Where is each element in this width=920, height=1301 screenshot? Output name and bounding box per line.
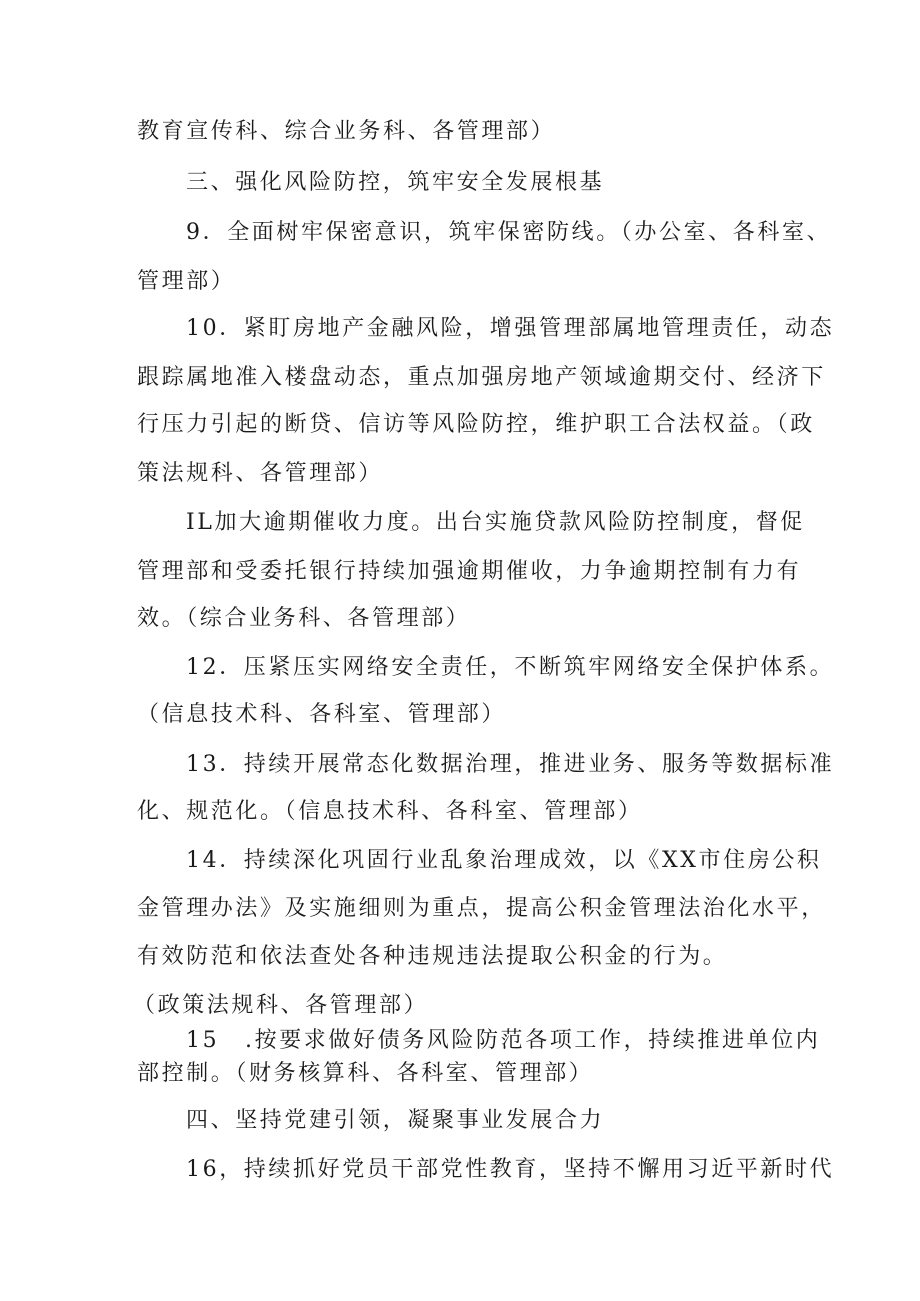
paragraph-line: 有效防范和依法查处各种违规违法提取公积金的行为。 [137, 944, 728, 969]
paragraph-line: 12．压紧压实网络安全责任，不断筑牢网络安全保护体系。 [186, 655, 835, 680]
paragraph-line: 策法规科、各管理部） [137, 461, 384, 486]
paragraph-line: 金管理办法》及实施细则为重点，提高公积金管理法治化水平， [137, 896, 826, 921]
paragraph-line: 14．持续深化巩固行业乱象治理成效，以《XX市住房公积 [186, 848, 822, 873]
paragraph-line: 效。（综合业务科、各管理部） [137, 606, 471, 631]
paragraph-line: 化、规范化。（信息技术科、各科室、管理部） [137, 799, 643, 824]
paragraph-line: （政策法规科、各管理部） [133, 993, 429, 1018]
paragraph-line: IL加大逾期催收力度。出台实施贷款风险防控制度，督促 [186, 510, 805, 535]
paragraph-line: 13．持续开展常态化数据治理，推进业务、服务等数据标准 [186, 752, 835, 777]
paragraph-line: 跟踪属地准入楼盘动态，重点加强房地产领域逾期交付、经济下 [137, 365, 826, 390]
paragraph-line: 16，持续抓好党员干部党性教育，坚持不懈用习近平新时代 [186, 1157, 835, 1182]
paragraph-line: 管理部） [137, 269, 236, 294]
section-heading: 四、坚持党建引领，凝聚事业发展合力 [186, 1108, 605, 1133]
paragraph-line: （信息技术科、各科室、管理部） [137, 702, 507, 727]
section-heading: 三、强化风险防控，筑牢安全发展根基 [186, 170, 605, 195]
paragraph-line: 管理部和受委托银行持续加强逾期催收，力争逾期控制有力有 [137, 559, 802, 584]
paragraph-line: 10．紧盯房地产金融风险，增强管理部属地管理责任，动态 [186, 316, 835, 341]
paragraph-line: 行压力引起的断贷、信访等风险防控，维护职工合法权益。（政 [137, 412, 815, 437]
item-number: 15 [186, 1028, 220, 1053]
paragraph-line: .按要求做好债务风险防范各项工作，持续推进单位内 [245, 1028, 821, 1053]
paragraph-line: 教育宣传科、综合业务科、各管理部） [137, 119, 556, 144]
paragraph-line: 部控制。（财务核算科、各科室、管理部） [137, 1061, 594, 1086]
paragraph-line: 9．全面树牢保密意识，筑牢保密防线。（办公室、各科室、 [186, 220, 832, 245]
